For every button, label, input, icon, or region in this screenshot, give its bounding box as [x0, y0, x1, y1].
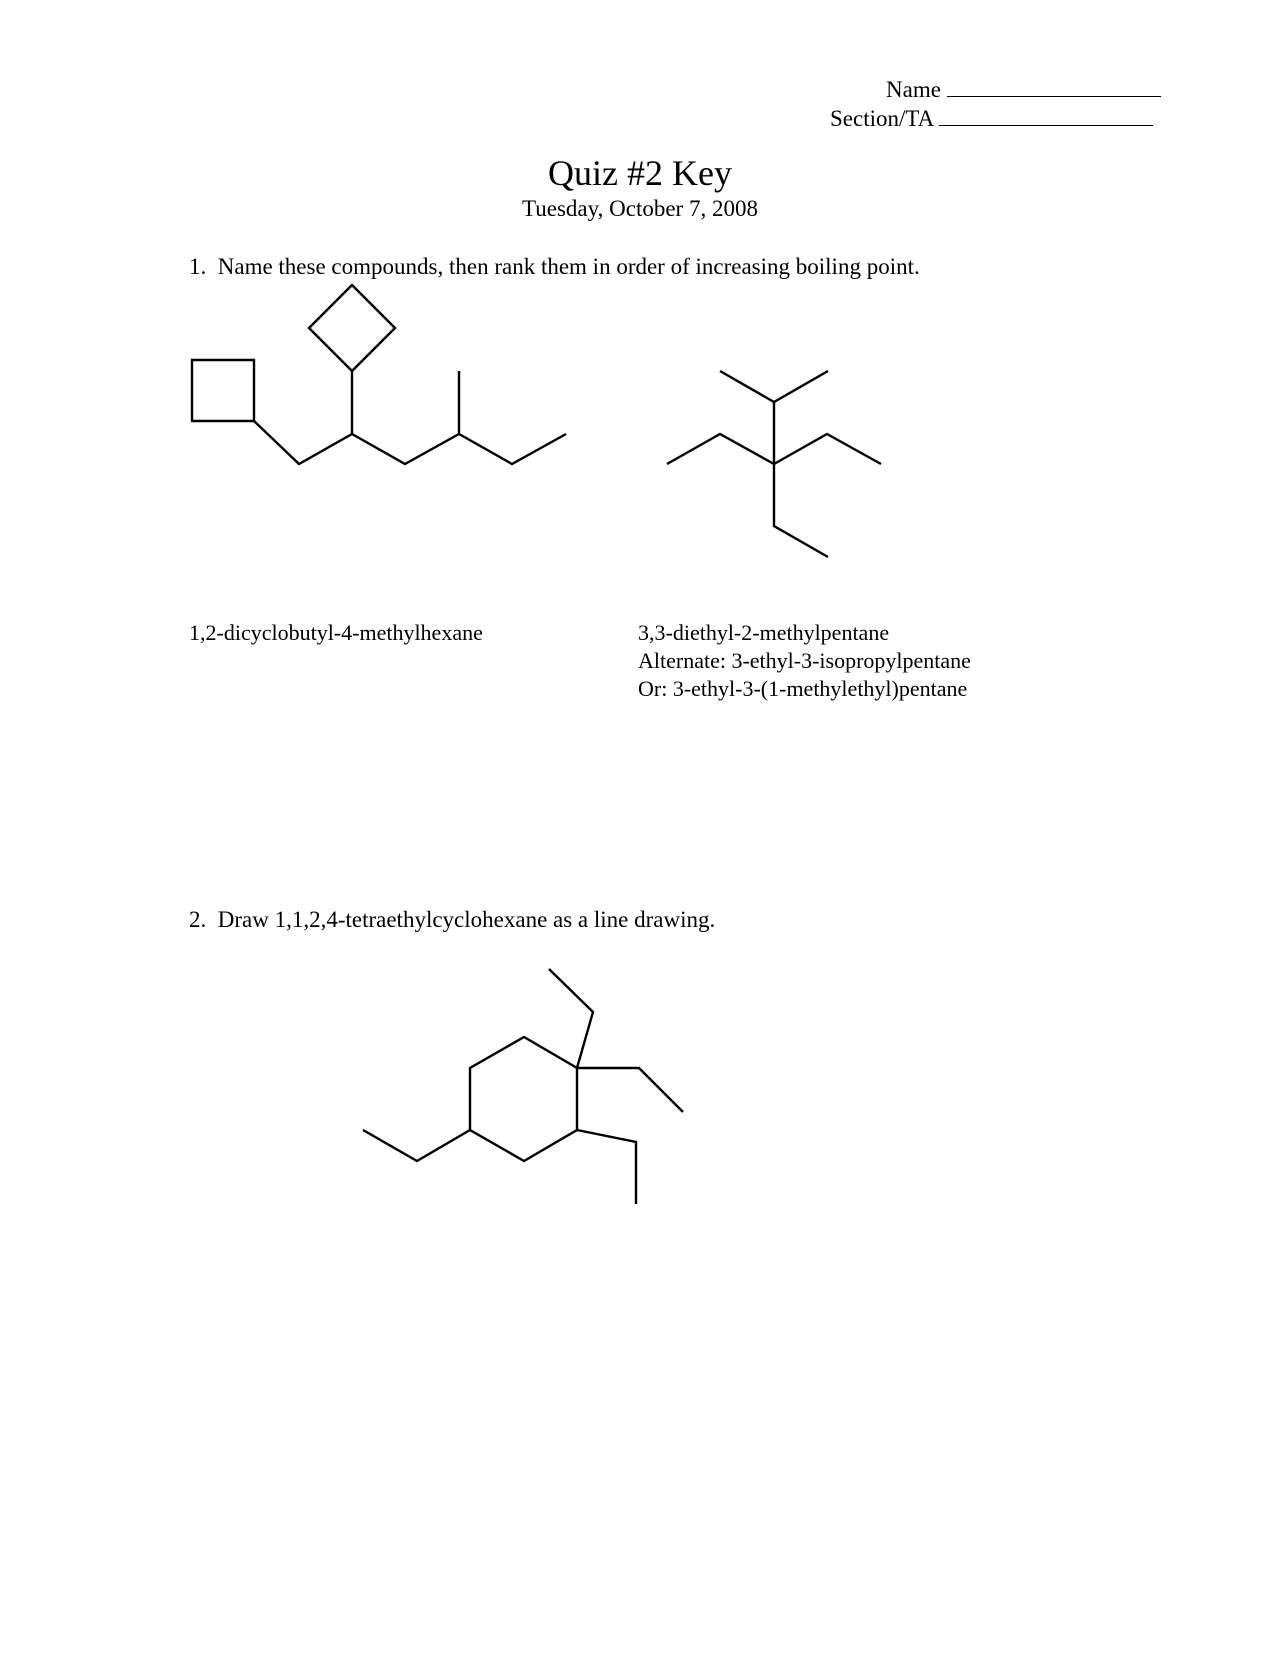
ethyl-c1-right: [577, 1068, 683, 1112]
molecule-tetraethylcyclohexane: [363, 969, 683, 1204]
cyclohexane-ring: [470, 1037, 577, 1161]
question-1-number: 1.: [189, 254, 207, 279]
answer-1b-or: Or: 3-ethyl-3-(1-methylethyl)pentane: [638, 676, 968, 701]
ethyl-c4: [363, 1130, 470, 1161]
name-label: Name: [886, 77, 941, 102]
page-title: Quiz #2 Key: [548, 153, 732, 193]
pentane-left-arm: [667, 434, 774, 464]
answer-1b-alternate: Alternate: 3-ethyl-3-isopropylpentane: [638, 648, 971, 673]
ethyl-c2: [577, 1130, 636, 1204]
answer-1a: 1,2-dicyclobutyl-4-methylhexane: [189, 620, 483, 645]
molecule-diethyl-methylpentane: [667, 371, 881, 557]
cyclobutane-ring-left: [192, 360, 254, 421]
question-1-text: Name these compounds, then rank them in order of increasing boiling point.: [217, 254, 920, 279]
ethyl-c1-up: [549, 969, 593, 1068]
pentane-right-arm: [774, 434, 881, 464]
ethyl-down: [774, 464, 828, 557]
isopropyl-branches: [720, 371, 828, 402]
section-label: Section/TA: [830, 106, 933, 131]
hexane-chain: [254, 421, 566, 464]
question-2-text: Draw 1,1,2,4-tetraethylcyclohexane as a line drawing.: [217, 907, 716, 932]
quiz-date: Tuesday, October 7, 2008: [522, 196, 758, 221]
cyclobutane-ring-top: [309, 285, 395, 371]
molecule-dicyclobutyl-methylhexane: [192, 285, 566, 464]
question-2-number: 2.: [189, 907, 207, 932]
answer-1b: 3,3-diethyl-2-methylpentane: [638, 620, 890, 645]
